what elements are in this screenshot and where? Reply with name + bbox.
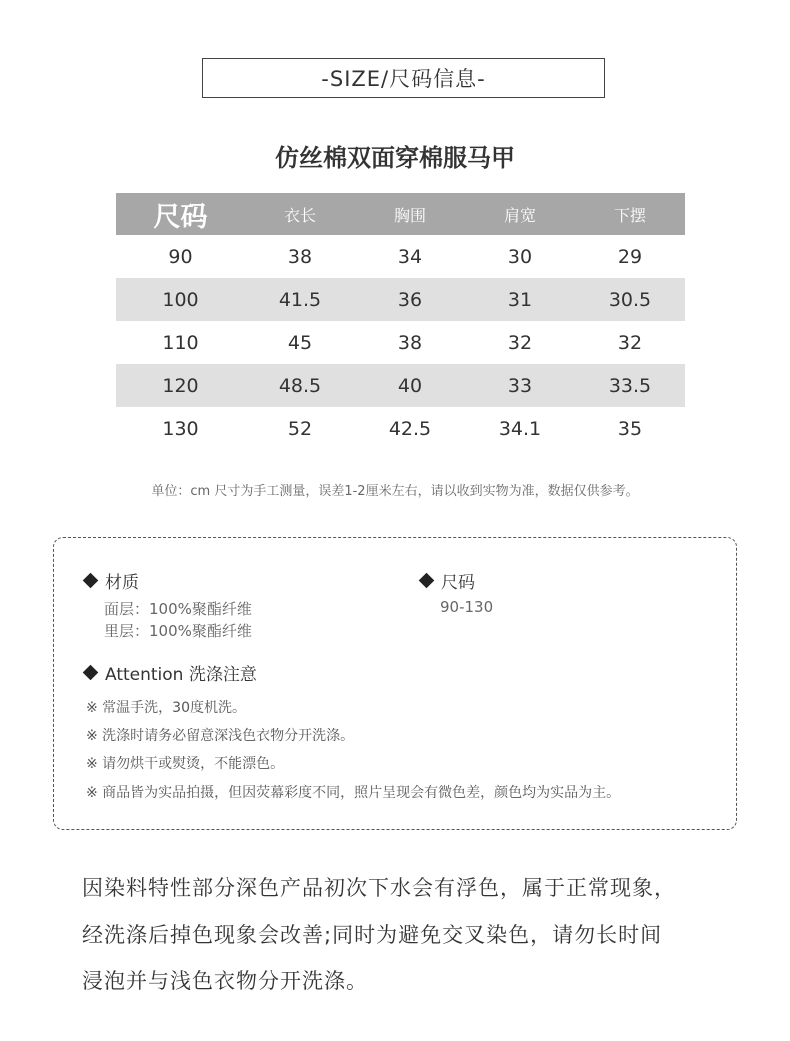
care-line: ※ 商品皆为实品拍摄，但因荧幕彩度不同，照片呈现会有微色差，颜色均为实品为主。 (86, 785, 621, 801)
size-title: 尺码 (441, 573, 475, 593)
table-cell: 41.5 (278, 288, 322, 311)
table-row (116, 364, 685, 407)
table-header (116, 193, 685, 235)
size-range: 90-130 (440, 598, 494, 616)
table-row (116, 235, 685, 278)
table-cell: 30 (507, 245, 533, 268)
care-line: ※ 常温手洗，30度机洗。 (86, 700, 246, 716)
table-cell: 45 (287, 331, 313, 354)
table-cell: 32 (617, 331, 643, 354)
footer-note-line: 浸泡并与浅色衣物分开洗涤。 (82, 969, 368, 993)
unit-note: 单位：cm 尺寸为手工测量，误差1-2厘米左右，请以收到实物为准，数据仅供参考。 (151, 484, 639, 499)
table-cell: 38 (397, 331, 423, 354)
table-cell: 33 (507, 374, 533, 397)
table-cell: 34.1 (498, 417, 542, 440)
table-cell: 38 (287, 245, 313, 268)
table-cell: 90 (168, 245, 193, 268)
care-line: ※ 洗涤时请务必留意深浅色衣物分开洗涤。 (86, 728, 355, 744)
care-heading (82, 660, 257, 685)
size-heading (418, 568, 475, 593)
table-cell: 48.5 (278, 374, 322, 397)
table-cell: 52 (287, 417, 313, 440)
table-cell: 34 (397, 245, 423, 268)
table-cell: 36 (397, 288, 423, 311)
table-cell: 30.5 (608, 288, 652, 311)
material-line-outer: 面层：100%聚酯纤维 (104, 600, 252, 618)
size-info-title: -SIZE/尺码信息- (202, 58, 605, 98)
table-cell: 100 (162, 288, 199, 311)
table-cell: 35 (617, 417, 643, 440)
column-header-chest: 胸围 (393, 205, 426, 225)
material-title: 材质 (105, 573, 139, 593)
table-cell: 42.5 (388, 417, 432, 440)
table-row (116, 407, 685, 450)
table-cell: 32 (507, 331, 533, 354)
care-line: ※ 请勿烘干或熨烫，不能漂色。 (86, 756, 285, 772)
column-header-size: 尺码 (153, 201, 208, 233)
care-title: Attention 洗涤注意 (105, 665, 257, 685)
table-row (116, 321, 685, 364)
footer-note-line: 经洗涤后掉色现象会改善;同时为避免交叉染色，请勿长时间 (82, 923, 663, 947)
column-header-hem: 下摆 (613, 205, 646, 225)
table-cell: 40 (397, 374, 423, 397)
material-line-inner: 里层：100%聚酯纤维 (104, 622, 252, 640)
footer-note-line: 因染料特性部分深色产品初次下水会有浮色，属于正常现象， (82, 876, 676, 900)
column-header-length: 衣长 (283, 205, 316, 225)
column-header-shoulder: 肩宽 (503, 205, 536, 225)
material-heading (82, 568, 139, 593)
table-row (116, 278, 685, 321)
table-cell: 120 (162, 374, 199, 397)
product-name: 仿丝棉双面穿棉服马甲 (275, 144, 515, 172)
diamond-bullet-icon (83, 665, 99, 681)
table-cell: 31 (507, 288, 533, 311)
size-table (116, 193, 685, 450)
diamond-bullet-icon (419, 573, 435, 589)
info-box (53, 537, 737, 830)
table-cell: 130 (162, 417, 199, 440)
table-cell: 33.5 (608, 374, 652, 397)
diamond-bullet-icon (83, 573, 99, 589)
table-cell: 110 (162, 331, 199, 354)
table-cell: 29 (617, 245, 643, 268)
